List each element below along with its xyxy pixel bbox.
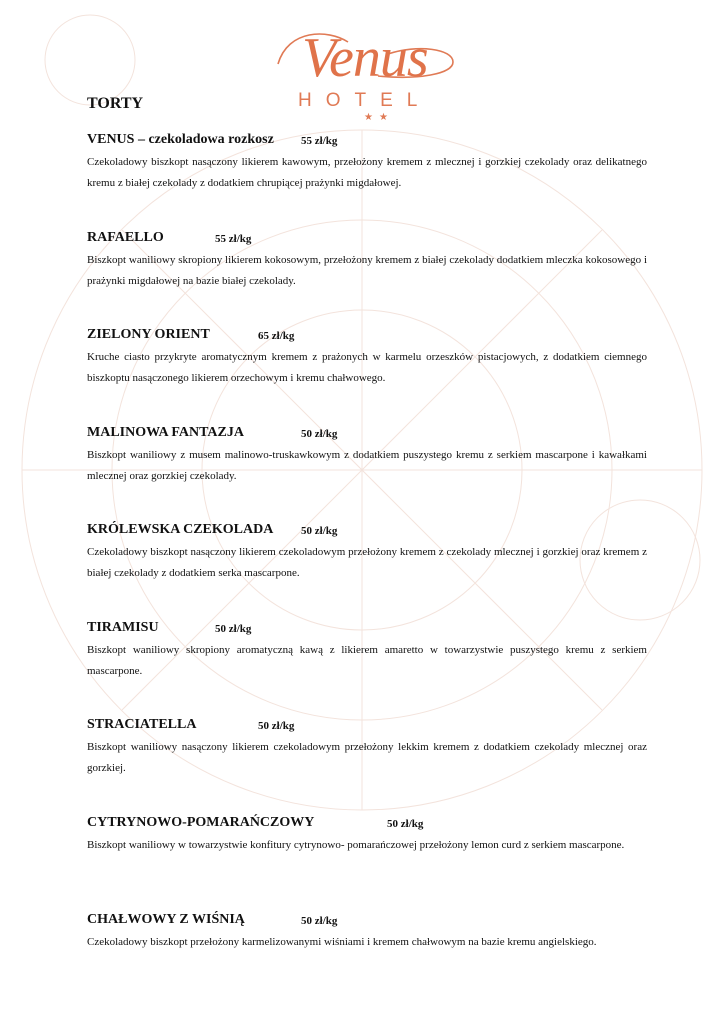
cake-item-malinowa-fantazja <box>87 423 647 482</box>
item-name: CHAŁWOWY Z WIŚNIĄ <box>87 912 245 927</box>
item-price: 55 zł/kg <box>215 233 252 245</box>
logo-stars: ★★ <box>364 112 394 123</box>
item-description: Biszkopt waniliowy skropiony likierem kokosowym, przełożony kremem z białej czekolady dodatkiem mleczka kokosowego i prażynki migdałowej na bazie białej czekolady. <box>87 254 647 287</box>
item-header <box>87 520 647 540</box>
item-header <box>87 228 647 248</box>
item-description: Biszkopt waniliowy skropiony aromatyczną kawą z likierem amaretto w towarzystwie puszystego kremu z serkiem mascarpone. <box>87 644 647 677</box>
item-price: 50 zł/kg <box>301 915 338 927</box>
item-price: 50 zł/kg <box>301 428 338 440</box>
item-description: Biszkopt waniliowy z musem malinowo-truskawkowym z dodatkiem puszystego kremu z serkiem mascarpone i kawałkami mlecznej oraz gorzkiej czekolady. <box>87 449 647 482</box>
item-header <box>87 715 647 735</box>
item-name: KRÓLEWSKA CZEKOLADA <box>87 522 274 537</box>
item-name: TIRAMISU <box>87 620 159 635</box>
item-description: Kruche ciasto przykryte aromatycznym kremem z prażonych w karmelu orzeszków pistacjowych, z dodatkiem ciemnego biszkoptu nasączonego likierem orzechowym i kremu chałwowego. <box>87 351 647 384</box>
item-price: 50 zł/kg <box>387 818 424 830</box>
item-header <box>87 910 647 930</box>
logo-script-text: Venus <box>302 27 428 89</box>
item-name: CYTRYNOWO-POMARAŃCZOWY <box>87 815 315 830</box>
cake-item-rafaello <box>87 228 647 287</box>
item-header <box>87 325 647 345</box>
item-price: 50 zł/kg <box>258 720 295 732</box>
item-description: Biszkopt waniliowy nasączony likierem czekoladowym przełożony lekkim kremem z dodatkiem czekolady mlecznej oraz gorzkiej. <box>87 741 647 774</box>
item-name: VENUS – czekoladowa rozkosz <box>87 132 274 147</box>
cake-item-straciatella <box>87 715 647 774</box>
logo-hotel-text: HOTEL <box>298 90 432 111</box>
item-description: Czekoladowy biszkopt przełożony karmelizowanymi wiśniami i kremem chałwowym na bazie kremu angielskiego. <box>87 936 597 948</box>
item-price: 50 zł/kg <box>215 623 252 635</box>
section-title: TORTY <box>87 95 144 112</box>
item-description: Biszkopt waniliowy w towarzystwie konfitury cytrynowo- pomarańczowej przełożony lemon curd z serkiem mascarpone. <box>87 839 625 851</box>
cake-item-cytrynowo-pomaranczowy <box>87 813 647 851</box>
item-header <box>87 618 647 638</box>
item-price: 55 zł/kg <box>301 135 338 147</box>
item-header <box>87 423 647 443</box>
item-header <box>87 813 647 833</box>
item-name: MALINOWA FANTAZJA <box>87 425 244 440</box>
item-header <box>87 130 647 150</box>
item-price: 50 zł/kg <box>301 525 338 537</box>
item-name: ZIELONY ORIENT <box>87 327 210 342</box>
item-name: RAFAELLO <box>87 230 164 245</box>
cake-item-krolewska-czekolada <box>87 520 647 579</box>
item-name: STRACIATELLA <box>87 717 197 732</box>
cake-item-chalwowy-z-wisnia <box>87 910 647 948</box>
item-description: Czekoladowy biszkopt nasączony likierem kawowym, przełożony kremem z mlecznej i gorzkiej czekolady oraz delikatnego kremu z białej czekolady z dodatkiem chrupiącej prażynki migdałowej. <box>87 156 647 189</box>
venus-hotel-logo <box>268 24 458 132</box>
cake-item-tiramisu <box>87 618 647 677</box>
item-price: 65 zł/kg <box>258 330 295 342</box>
cake-item-venus <box>87 130 647 189</box>
item-description: Czekoladowy biszkopt nasączony likierem czekoladowym przełożony kremem z czekolady mlecznej i gorzkiej oraz kremem z białej czekolady z dodatkiem serka mascarpone. <box>87 546 647 579</box>
cake-item-zielony-orient <box>87 325 647 384</box>
